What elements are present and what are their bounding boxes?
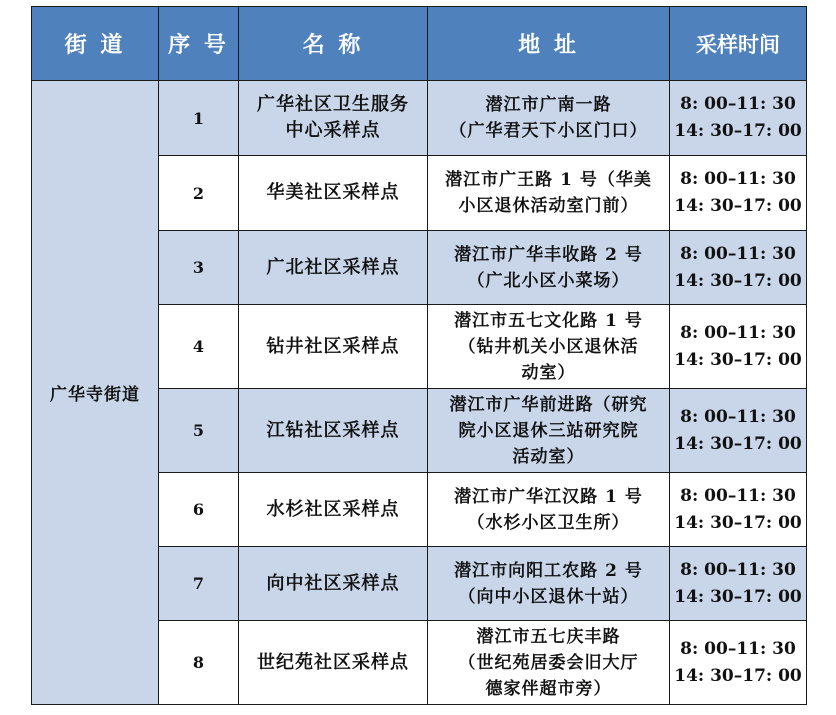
time-cell (670, 473, 807, 547)
address-line: 动室） (521, 362, 576, 383)
address-cell (428, 231, 670, 305)
address-cell (428, 621, 670, 705)
time-line: 14: 30–17: 00 (674, 433, 802, 454)
header-street: 街 道 (32, 7, 159, 81)
site-name-cell (239, 547, 428, 621)
site-name-cell (239, 81, 428, 156)
time-line: 8: 00–11: 30 (680, 243, 796, 264)
index-cell: 6 (159, 473, 239, 547)
site-name-cell (239, 156, 428, 231)
address-line: （向中小区退休十站） (458, 586, 639, 607)
index-cell: 4 (159, 305, 239, 389)
time-line: 14: 30–17: 00 (674, 349, 802, 370)
table-header-row (32, 7, 807, 81)
time-cell (670, 389, 807, 473)
time-line: 8: 00–11: 30 (680, 406, 796, 427)
header-time: 采样时间 (670, 7, 807, 81)
time-line: 8: 00–11: 30 (680, 94, 796, 114)
site-name-cell (239, 473, 428, 547)
time-line: 14: 30–17: 00 (674, 665, 802, 686)
index-cell: 3 (159, 231, 239, 305)
address-line: 潜江市广华丰收路 2 号 (454, 244, 643, 265)
address-line: 潜江市广南一路 (485, 95, 612, 115)
address-line: 活动室） (512, 446, 585, 467)
site-name-line: 世纪苑社区采样点 (257, 651, 409, 673)
address-line: （广华君天下小区门口） (449, 121, 648, 141)
time-cell (670, 231, 807, 305)
time-cell (670, 547, 807, 621)
header-index: 序 号 (159, 7, 239, 81)
time-line: 14: 30–17: 00 (674, 196, 802, 216)
address-line: 潜江市广王路 1 号（华美 (445, 170, 652, 190)
address-cell (428, 389, 670, 473)
address-line: 潜江市广华前进路（研究 (449, 394, 648, 415)
street-cell: 广华寺街道 (32, 81, 159, 705)
site-name-line: 水杉社区采样点 (266, 498, 400, 520)
site-name-line: 江钻社区采样点 (266, 419, 400, 441)
time-cell (670, 81, 807, 156)
site-name-cell (239, 389, 428, 473)
site-name-cell (239, 305, 428, 389)
time-line: 8: 00–11: 30 (680, 169, 796, 189)
header-address: 地 址 (428, 7, 670, 81)
address-cell (428, 156, 670, 231)
address-line: 院小区退休三站研究院 (458, 420, 639, 441)
time-line: 8: 00–11: 30 (680, 322, 796, 343)
address-line: 潜江市五七文化路 1 号 (454, 310, 643, 331)
site-name-line: 钻井社区采样点 (266, 335, 400, 357)
index-cell: 2 (159, 156, 239, 231)
time-line: 8: 00–11: 30 (680, 559, 796, 580)
address-line: 德家伴超市旁） (485, 678, 612, 699)
site-name-line: 中心采样点 (285, 120, 381, 141)
sampling-sites-table (31, 6, 807, 705)
time-cell (670, 305, 807, 389)
address-cell (428, 305, 670, 389)
header-name: 名 称 (239, 7, 428, 81)
site-name-cell (239, 231, 428, 305)
time-line: 8: 00–11: 30 (680, 485, 796, 506)
table-row (32, 81, 807, 156)
address-cell (428, 81, 670, 156)
time-line: 14: 30–17: 00 (674, 512, 802, 533)
site-name-line: 广北社区采样点 (266, 256, 400, 278)
address-cell (428, 473, 670, 547)
sampling-sites-table-wrapper (31, 6, 807, 705)
time-line: 14: 30–17: 00 (674, 586, 802, 607)
time-cell (670, 621, 807, 705)
address-line: （水杉小区卫生所） (467, 512, 630, 533)
index-cell: 8 (159, 621, 239, 705)
time-cell (670, 156, 807, 231)
site-name-line: 广华社区卫生服务 (257, 94, 409, 115)
time-line: 8: 00–11: 30 (680, 638, 796, 659)
index-cell: 1 (159, 81, 239, 156)
address-cell (428, 547, 670, 621)
address-line: 小区退休活动室门前） (458, 196, 639, 216)
table-body (32, 81, 807, 705)
address-line: （钻井机关小区退休活 (458, 336, 639, 357)
address-line: 潜江市广华江汉路 1 号 (454, 486, 643, 507)
address-line: （广北小区小菜场） (467, 270, 630, 291)
address-line: （世纪苑居委会旧大厅 (458, 652, 639, 673)
site-name-line: 向中社区采样点 (266, 572, 400, 594)
address-line: 潜江市向阳工农路 2 号 (454, 560, 643, 581)
index-cell: 5 (159, 389, 239, 473)
time-line: 14: 30–17: 00 (674, 121, 802, 141)
site-name-line: 华美社区采样点 (266, 182, 400, 203)
time-line: 14: 30–17: 00 (674, 270, 802, 291)
address-line: 潜江市五七庆丰路 (476, 626, 621, 647)
index-cell: 7 (159, 547, 239, 621)
site-name-cell (239, 621, 428, 705)
